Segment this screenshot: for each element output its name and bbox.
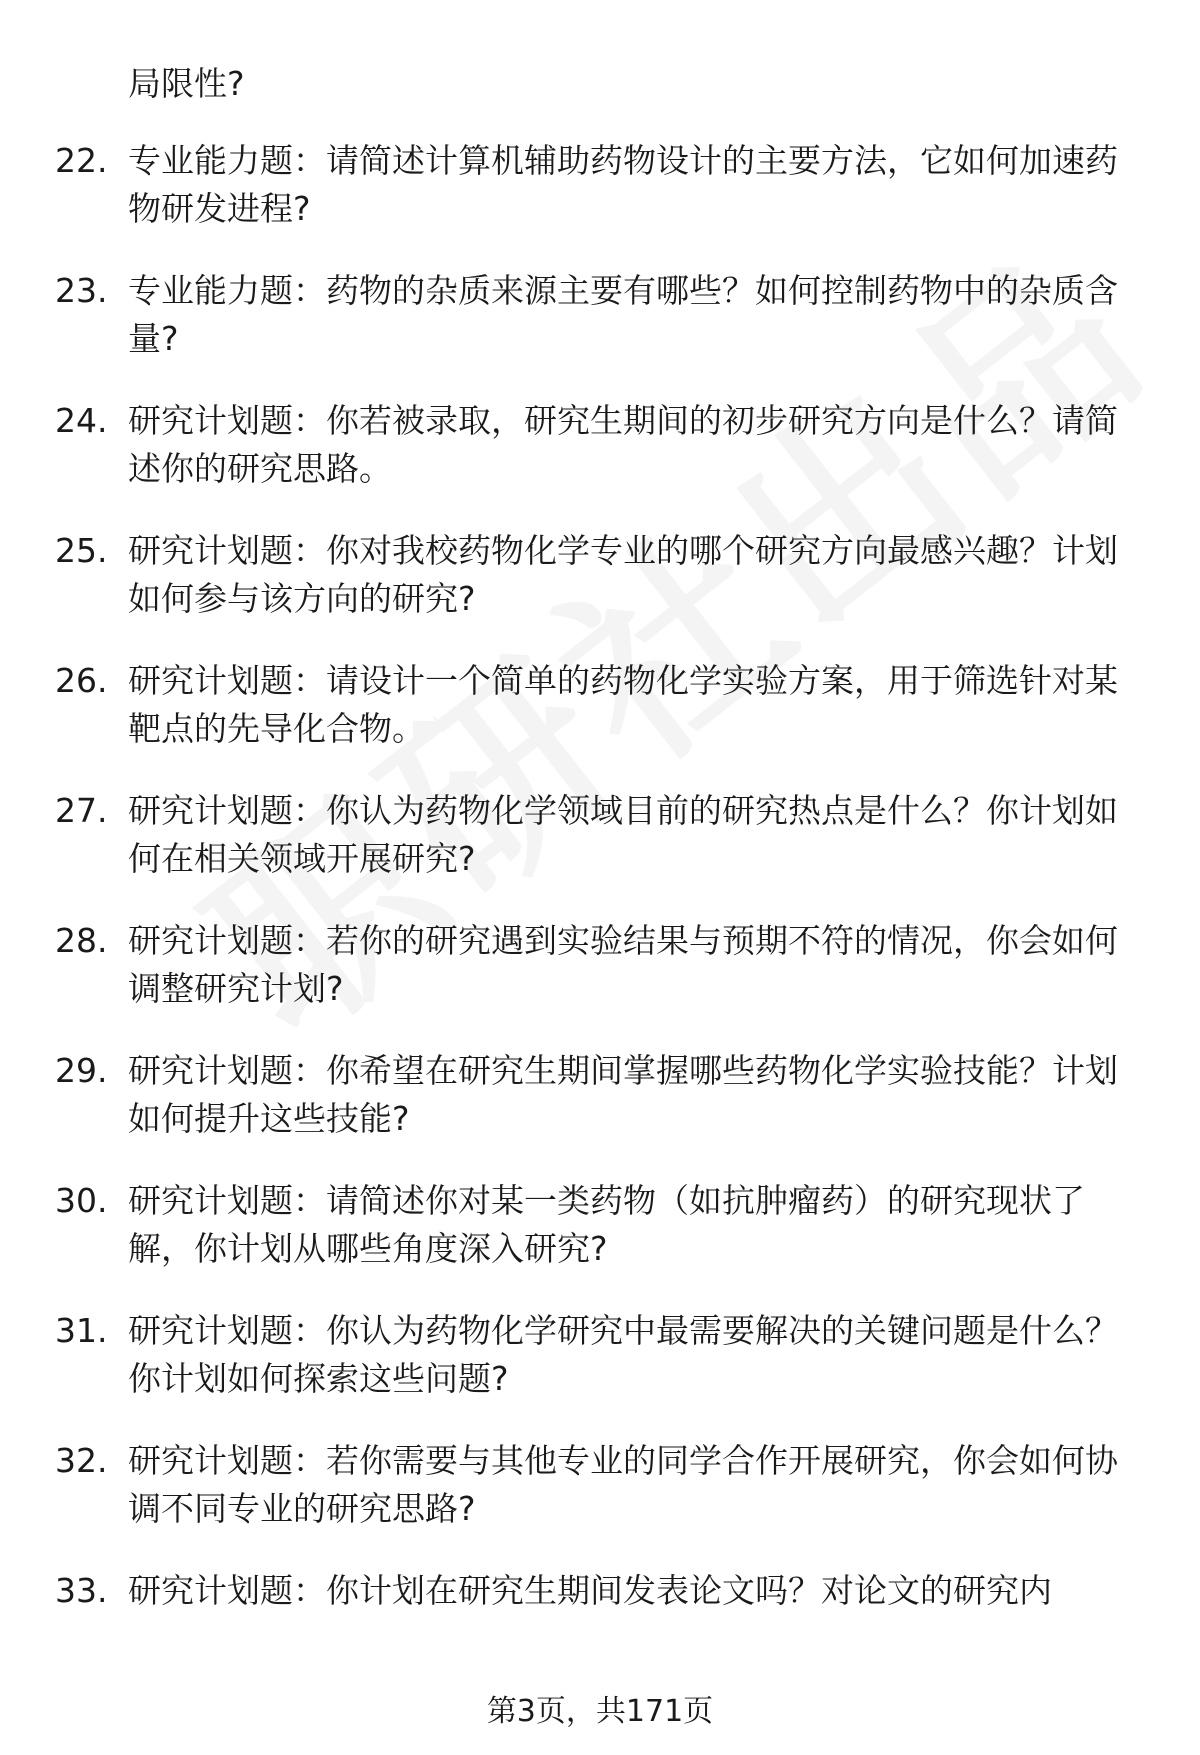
item-number: 33.	[55, 1571, 108, 1610]
item-text: 研究计划题：请简述你对某一类药物（如抗肿瘤药）的研究现状了解，你计划从哪些角度深入研究?	[128, 1181, 1085, 1268]
item-number: 28.	[55, 921, 108, 960]
item-text: 研究计划题：你若被录取，研究生期间的初步研究方向是什么？请简述你的研究思路。	[128, 401, 1118, 488]
list-item	[0, 917, 1200, 1013]
item-text: 研究计划题：请设计一个简单的药物化学实验方案，用于筛选针对某靶点的先导化合物。	[128, 661, 1118, 748]
item-text: 研究计划题：你希望在研究生期间掌握哪些药物化学实验技能？计划如何提升这些技能?	[128, 1051, 1118, 1138]
list-item	[0, 1567, 1200, 1663]
item-text: 专业能力题：请简述计算机辅助药物设计的主要方法，它如何加速药物研发进程?	[128, 141, 1118, 228]
list-item	[0, 527, 1200, 623]
item-text: 研究计划题：你认为药物化学研究中最需要解决的关键问题是什么？你计划如何探索这些问题?	[128, 1311, 1118, 1398]
list-item	[0, 1047, 1200, 1143]
item-text: 研究计划题：若你的研究遇到实验结果与预期不符的情况，你会如何调整研究计划?	[128, 921, 1118, 1008]
item-number: 24.	[55, 401, 108, 440]
item-number: 23.	[55, 271, 108, 310]
list-item	[0, 137, 1200, 233]
list-item	[0, 1307, 1200, 1403]
item-number: 22.	[55, 141, 108, 180]
list-item	[0, 657, 1200, 753]
list-item	[0, 787, 1200, 883]
item-text: 研究计划题：你计划在研究生期间发表论文吗？对论文的研究内	[128, 1571, 1052, 1610]
item-text: 研究计划题：你对我校药物化学专业的哪个研究方向最感兴趣？计划如何参与该方向的研究?	[128, 531, 1118, 618]
list-item	[0, 397, 1200, 493]
item-number: 30.	[55, 1181, 108, 1220]
continuation-text: 局限性?	[128, 64, 245, 103]
page-footer: 第3页，共171页	[486, 1694, 714, 1729]
item-number: 31.	[55, 1311, 108, 1350]
item-number: 29.	[55, 1051, 108, 1090]
item-number: 26.	[55, 661, 108, 700]
item-text: 研究计划题：若你需要与其他专业的同学合作开展研究，你会如何协调不同专业的研究思路?	[128, 1441, 1118, 1528]
question-list	[0, 137, 1200, 1697]
item-number: 27.	[55, 791, 108, 830]
item-text: 研究计划题：你认为药物化学领域目前的研究热点是什么？你计划如何在相关领域开展研究?	[128, 791, 1118, 878]
item-number: 32.	[55, 1441, 108, 1480]
list-item	[0, 1177, 1200, 1273]
item-text: 专业能力题：药物的杂质来源主要有哪些？如何控制药物中的杂质含量?	[128, 271, 1118, 358]
list-item	[0, 267, 1200, 363]
item-number: 25.	[55, 531, 108, 570]
list-item	[0, 1437, 1200, 1533]
